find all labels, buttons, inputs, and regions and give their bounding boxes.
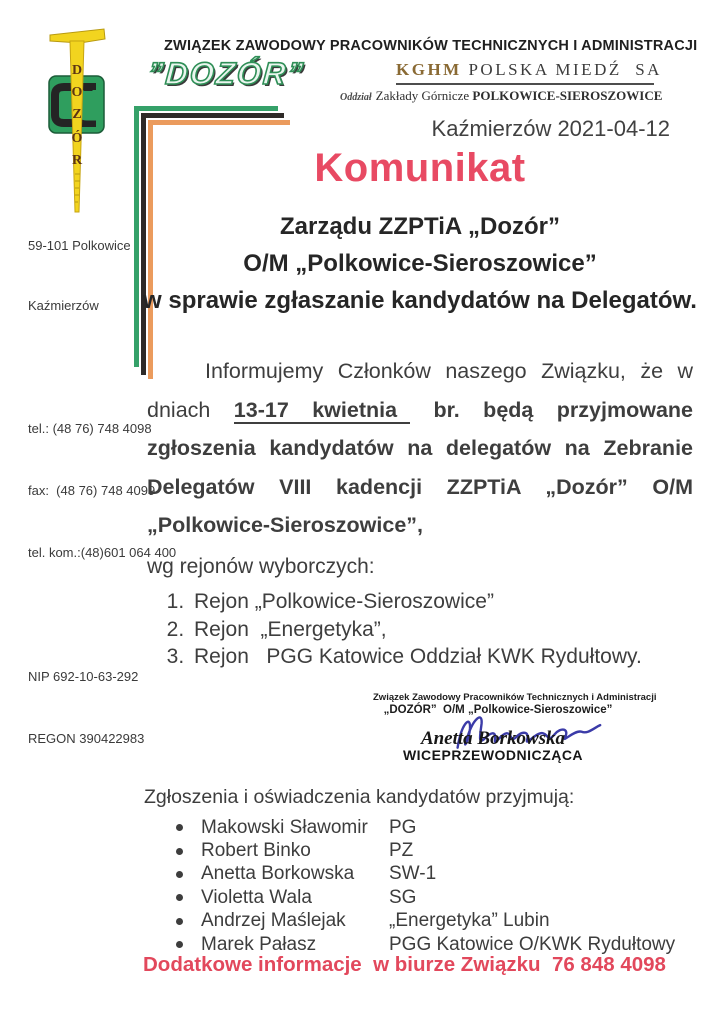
subtitle-line: w sprawie zgłaszanie kandydatów na Delegatów. — [143, 287, 697, 314]
bullet-icon — [176, 871, 183, 878]
person-name: Robert Binko — [201, 840, 311, 862]
region-item: 1. Rejon „Polkowice-Sieroszowice” — [190, 588, 724, 616]
region-item: 3. Rejon PGG Katowice Oddział KWK Rydułtowy. — [190, 643, 724, 671]
document-title: Komunikat — [314, 146, 526, 190]
person-name: Andrzej Maślejak — [201, 910, 346, 932]
dozor-wordmark: ”DOZÓR” — [146, 56, 307, 91]
branch-mid: Zakłady Górnicze — [375, 88, 473, 103]
bullet-icon — [176, 848, 183, 855]
bullet-icon — [176, 824, 183, 831]
stamp-line-2: „DOZÓR” O/M „Polkowice-Sieroszowice” — [383, 704, 613, 716]
union-logo — [34, 24, 118, 218]
list-item — [172, 886, 712, 909]
company-block — [340, 60, 663, 104]
stamp-line-1: Związek Zawodowy Pracowników Technicznych i Administracji — [373, 692, 657, 703]
mobile-line: tel. kom.:(48)601 064 400 — [28, 545, 177, 560]
regon-line: REGON 390422983 — [28, 731, 145, 746]
person-unit: PGG Katowice O/KWK Rydułtowy — [389, 933, 676, 955]
person-name: Marek Pałasz — [201, 933, 317, 955]
fax-line: fax: (48 76) 748 4099 — [28, 483, 156, 498]
svg-text:D: D — [71, 63, 83, 78]
nip-line: NIP 692-10-63-292 — [28, 669, 139, 684]
svg-text:Z: Z — [72, 107, 82, 122]
document-date: Kaźmierzów 2021-04-12 — [431, 116, 670, 141]
kghm-brand: KGHM — [396, 60, 462, 79]
date-range-underlined: 13-17 kwietnia — [234, 398, 410, 424]
bullet-icon — [176, 941, 183, 948]
region-item: 2. Rejon „Energetyka”, — [190, 616, 724, 644]
document-subtitle — [140, 208, 700, 319]
organization-name: ZWIĄZEK ZAWODOWY PRACOWNIKÓW TECHNICZNYCH I ADMINISTRACJI — [164, 38, 698, 54]
bullet-icon — [176, 894, 183, 901]
signatory-name: Anetta Borkowska — [420, 728, 566, 749]
address-line: Kaźmierzów — [28, 298, 99, 313]
signatory-role: WICEPRZEWODNICZĄCA — [402, 747, 584, 763]
regions-list — [160, 588, 724, 671]
regions-intro: wg rejonów wyborczych: — [147, 555, 375, 578]
submissions-heading: Zgłoszenia i oświadczenia kandydatów przyjmują: — [144, 786, 575, 808]
bullet-icon — [176, 918, 183, 925]
person-name: Anetta Borkowska — [201, 863, 355, 885]
contact-sidebar — [28, 196, 177, 790]
subtitle-line: O/M „Polkowice-Sieroszowice” — [243, 250, 597, 277]
svg-text:Ó: Ó — [71, 131, 83, 146]
main-paragraph — [147, 352, 693, 545]
branch-name: POLKOWICE-SIEROSZOWICE — [472, 88, 663, 103]
person-unit: „Energetyka” Lubin — [389, 910, 550, 932]
branch-line — [340, 88, 663, 104]
person-unit: PG — [389, 816, 417, 838]
phone-line: tel.: (48 76) 748 4098 — [28, 421, 152, 436]
person-unit: SG — [389, 886, 417, 908]
subtitle-line: Zarządu ZZPTiA „Dozór” — [279, 213, 560, 240]
address-line: 59-101 Polkowice — [28, 238, 131, 253]
additional-info-note: Dodatkowe informacje w biurze Związku 76 848 4098 — [143, 953, 666, 976]
list-item — [172, 910, 712, 933]
person-name: Makowski Sławomir — [201, 816, 368, 838]
list-item — [172, 863, 712, 886]
svg-text:R: R — [71, 153, 83, 168]
branch-label: Oddział — [340, 92, 372, 103]
submissions-list — [172, 816, 712, 956]
list-item — [172, 816, 712, 839]
company-name-line — [396, 60, 662, 85]
person-unit: SW-1 — [389, 863, 437, 885]
list-item — [172, 839, 712, 862]
person-name: Violetta Wala — [201, 886, 312, 908]
paragraph-intro: Informujemy Członków naszego Związku, że w dniach — [147, 359, 693, 422]
paragraph-bold: br. będą przyjmowane zgłoszenia kandydatów na delegatów na Zebranie Delegatów VIII kadencji ZZPTiA „Dozór” O/M „Polkowice-Sieroszowice”, — [147, 397, 693, 538]
svg-text:O: O — [71, 85, 83, 100]
person-unit: PZ — [389, 840, 414, 862]
company-name-rest: POLSKA MIEDŹ SA — [461, 60, 662, 79]
